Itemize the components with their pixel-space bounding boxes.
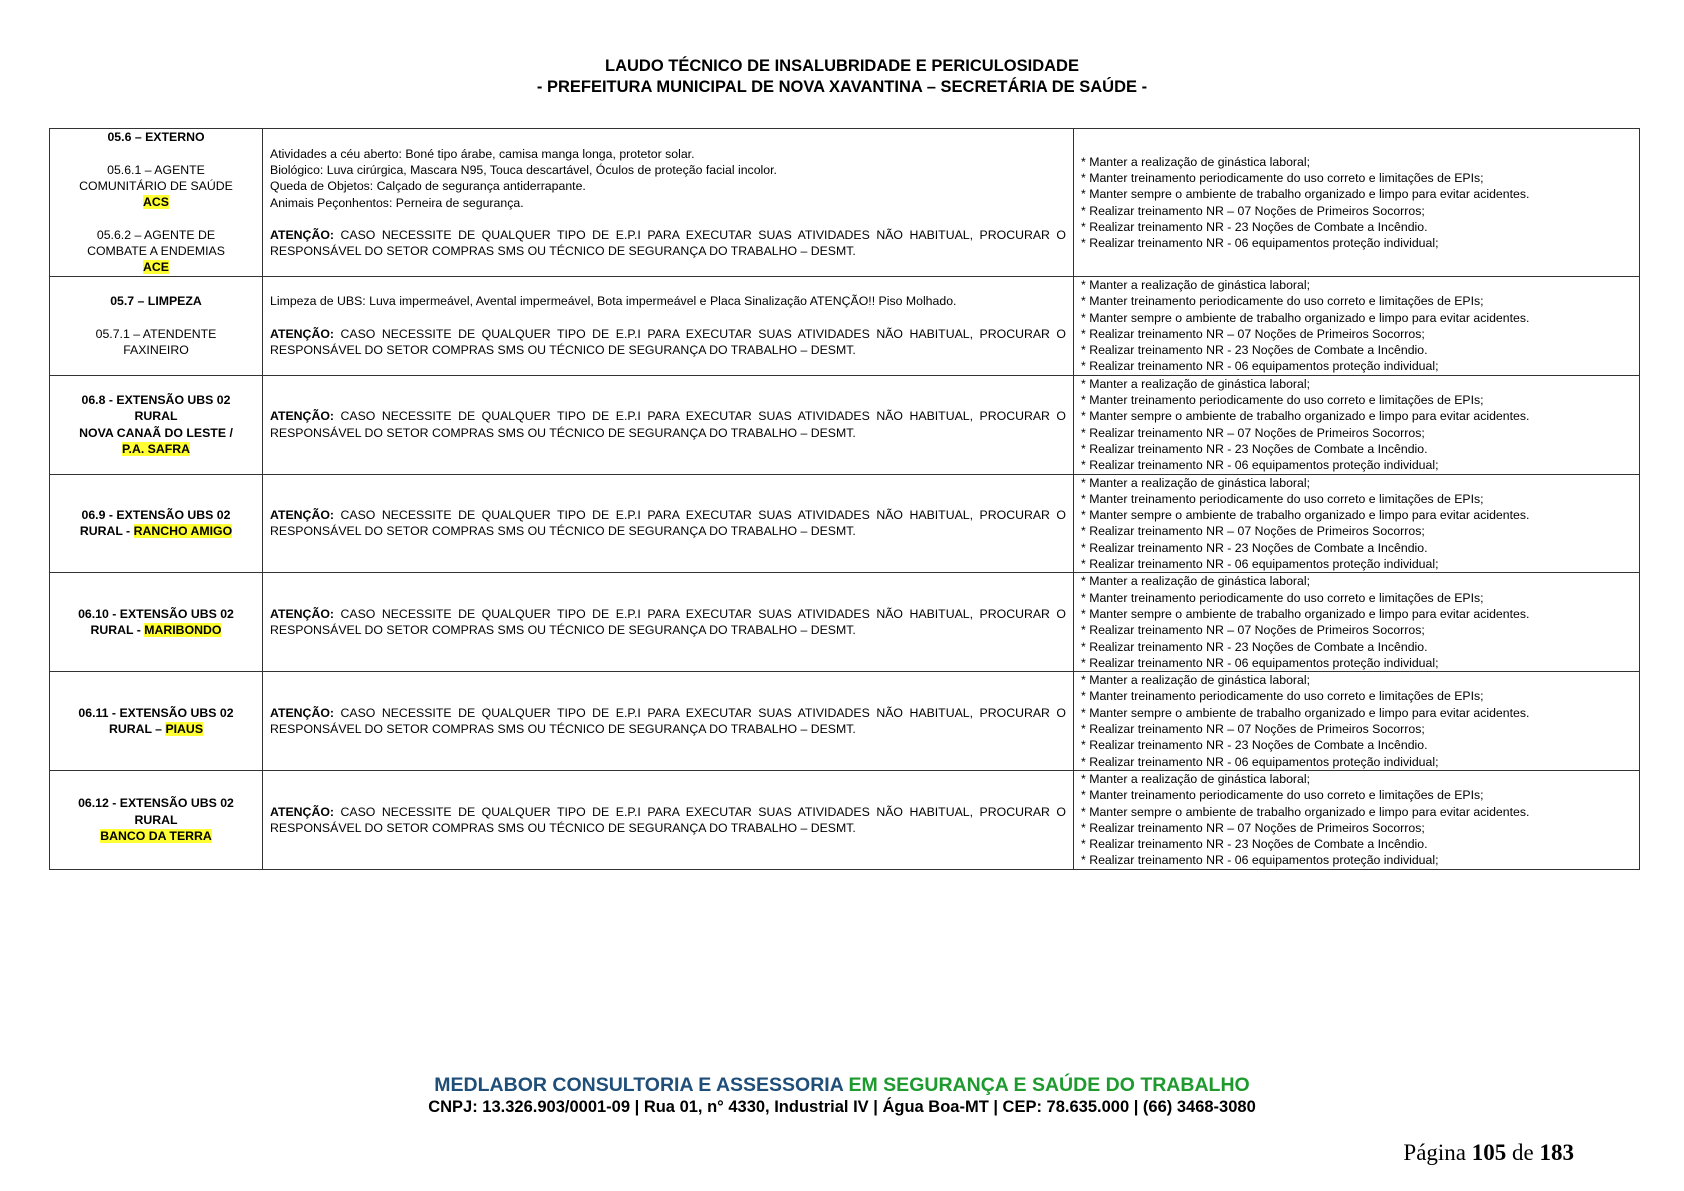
recommendation: * Realizar treinamento NR - 23 Noções de Combate a Incêndio. [1081, 441, 1428, 456]
recommendation: * Realizar treinamento NR - 06 equipamentos proteção individual; [1081, 655, 1439, 670]
recommendations-cell [1074, 375, 1640, 474]
recommendation: * Realizar treinamento NR – 07 Noções de Primeiros Socorros; [1081, 425, 1425, 440]
recommendation: * Manter a realização de ginástica laboral; [1081, 771, 1310, 786]
epi-line: Biológico: Luva cirúrgica, Mascara N95, Touca descartável, Óculos de proteção facial incolor. [270, 162, 777, 177]
recommendation: * Realizar treinamento NR - 23 Noções de Combate a Incêndio. [1081, 219, 1428, 234]
header-subtitle: - PREFEITURA MUNICIPAL DE NOVA XAVANTINA – SECRETÁRIA DE SAÚDE - [536, 78, 1148, 96]
recommendation: * Realizar treinamento NR - 23 Noções de Combate a Incêndio. [1081, 343, 1428, 358]
sector-title: 06.11 - EXTENSÃO UBS 02 [78, 705, 234, 720]
highlighted-role: ACS [143, 195, 169, 210]
attention-label: ATENÇÃO: [270, 705, 334, 720]
attention-note [270, 408, 1066, 441]
epi-line: Limpeza de UBS: Luva impermeável, Avental impermeável, Bota impermeável e Placa Sinalização ATENÇÃO!! Piso Molhado. [270, 294, 957, 309]
role-name: COMBATE A ENDEMIAS [87, 243, 225, 258]
epi-line: Animais Peçonhentos: Perneira de segurança. [270, 195, 524, 210]
recommendation: * Manter treinamento periodicamente do uso correto e limitações de EPIs; [1081, 294, 1484, 309]
sector-title: RURAL [134, 812, 178, 827]
table-row [50, 573, 1640, 672]
attention-text: CASO NECESSITE DE QUALQUER TIPO DE E.P.I PARA EXECUTAR SUAS ATIVIDADES NÃO HABITUAL, PROCURAR O RESPONSÁVEL DO SETOR COMPRAS SMS OU TÉCNICO DE SEGURANÇA DO TRABALHO – DESMT. [270, 804, 1066, 835]
recommendation: * Manter sempre o ambiente de trabalho organizado e limpo para evitar acidentes. [1081, 606, 1530, 621]
epi-cell [263, 573, 1074, 672]
sector-prefix: RURAL – [108, 722, 166, 737]
attention-label: ATENÇÃO: [270, 606, 334, 621]
attention-text: CASO NECESSITE DE QUALQUER TIPO DE E.P.I PARA EXECUTAR SUAS ATIVIDADES NÃO HABITUAL, PROCURAR O RESPONSÁVEL DO SETOR COMPRAS SMS OU TÉCNICO DE SEGURANÇA DO TRABALHO – DESMT. [270, 227, 1066, 259]
sector-title: RURAL [134, 409, 178, 424]
role-name: COMUNITÁRIO DE SAÚDE [79, 179, 233, 194]
recommendations-cell [1074, 770, 1640, 869]
attention-note [270, 507, 1066, 540]
recommendations-cell [1074, 672, 1640, 771]
recommendation: * Realizar treinamento NR – 07 Noções de Primeiros Socorros; [1081, 203, 1425, 218]
recommendation: * Manter a realização de ginástica laboral; [1081, 376, 1310, 391]
highlighted-location: PIAUS [165, 722, 204, 737]
risk-table [49, 128, 1640, 870]
recommendation: * Realizar treinamento NR – 07 Noções de Primeiros Socorros; [1081, 623, 1425, 638]
table-row [50, 474, 1640, 573]
recommendations-cell [1074, 277, 1640, 376]
sector-title: 06.10 - EXTENSÃO UBS 02 [78, 606, 234, 621]
recommendation: * Realizar treinamento NR - 06 equipamentos proteção individual; [1081, 236, 1439, 251]
attention-text: CASO NECESSITE DE QUALQUER TIPO DE E.P.I PARA EXECUTAR SUAS ATIVIDADES NÃO HABITUAL, PROCURAR O RESPONSÁVEL DO SETOR COMPRAS SMS OU TÉCNICO DE SEGURANÇA DO TRABALHO – DESMT. [270, 606, 1066, 638]
recommendation: * Realizar treinamento NR – 07 Noções de Primeiros Socorros; [1081, 524, 1425, 539]
recommendation: * Manter a realização de ginástica laboral; [1081, 154, 1310, 169]
attention-label: ATENÇÃO: [270, 508, 334, 523]
sector-cell [50, 277, 263, 376]
highlighted-location: P.A. SAFRA [121, 441, 191, 456]
attention-text: CASO NECESSITE DE QUALQUER TIPO DE E.P.I PARA EXECUTAR SUAS ATIVIDADES NÃO HABITUAL, PROCURAR O RESPONSÁVEL DO SETOR COMPRAS SMS OU TÉCNICO DE SEGURANÇA DO TRABALHO – DESMT. [270, 508, 1066, 539]
sector-title: 06.12 - EXTENSÃO UBS 02 [78, 796, 234, 811]
recommendation: * Realizar treinamento NR - 06 equipamentos proteção individual; [1081, 754, 1439, 769]
recommendation: * Manter sempre o ambiente de trabalho organizado e limpo para evitar acidentes. [1081, 409, 1530, 424]
role-name: 05.6.1 – AGENTE [107, 162, 205, 177]
recommendation: * Manter sempre o ambiente de trabalho organizado e limpo para evitar acidentes. [1081, 705, 1530, 720]
epi-cell [263, 672, 1074, 771]
highlighted-location: BANCO DA TERRA [100, 828, 212, 843]
recommendation: * Manter sempre o ambiente de trabalho organizado e limpo para evitar acidentes. [1081, 187, 1530, 202]
recommendation: * Manter treinamento periodicamente do uso correto e limitações de EPIs; [1081, 590, 1484, 605]
sector-cell [50, 375, 263, 474]
recommendation: * Realizar treinamento NR - 23 Noções de Combate a Incêndio. [1081, 837, 1428, 852]
recommendation: * Manter treinamento periodicamente do uso correto e limitações de EPIs; [1081, 689, 1484, 704]
attention-text: CASO NECESSITE DE QUALQUER TIPO DE E.P.I PARA EXECUTAR SUAS ATIVIDADES NÃO HABITUAL, PROCURAR O RESPONSÁVEL DO SETOR COMPRAS SMS OU TÉCNICO DE SEGURANÇA DO TRABALHO – DESMT. [270, 705, 1066, 737]
recommendation: * Realizar treinamento NR - 06 equipamentos proteção individual; [1081, 458, 1439, 473]
attention-text: CASO NECESSITE DE QUALQUER TIPO DE E.P.I PARA EXECUTAR SUAS ATIVIDADES NÃO HABITUAL, PROCURAR O RESPONSÁVEL DO SETOR COMPRAS SMS OU TÉCNICO DE SEGURANÇA DO TRABALHO – DESMT. [270, 409, 1066, 440]
recommendation: * Manter treinamento periodicamente do uso correto e limitações de EPIs; [1081, 788, 1484, 803]
sector-cell [50, 672, 263, 771]
recommendation: * Realizar treinamento NR – 07 Noções de Primeiros Socorros; [1081, 820, 1425, 835]
attention-note [270, 227, 1066, 260]
role-name: 05.7.1 – ATENDENTE [95, 326, 217, 341]
recommendation: * Manter treinamento periodicamente do uso correto e limitações de EPIs; [1081, 491, 1484, 506]
recommendation: * Realizar treinamento NR - 23 Noções de Combate a Incêndio. [1081, 738, 1428, 753]
highlighted-location: MARIBONDO [144, 623, 222, 638]
recommendation: * Realizar treinamento NR – 07 Noções de Primeiros Socorros; [1081, 326, 1425, 341]
table-row [50, 375, 1640, 474]
sector-cell [50, 573, 263, 672]
recommendations-cell [1074, 573, 1640, 672]
recommendation: * Manter treinamento periodicamente do uso correto e limitações de EPIs; [1081, 170, 1484, 185]
table-row [50, 277, 1640, 376]
company-name [0, 1074, 1684, 1097]
page-number [1403, 1140, 1574, 1166]
page-total: 183 [1539, 1140, 1574, 1165]
header-title: LAUDO TÉCNICO DE INSALUBRIDADE E PERICULOSIDADE [605, 57, 1079, 75]
recommendation: * Manter a realização de ginástica laboral; [1081, 673, 1310, 688]
attention-note [270, 606, 1066, 639]
sector-cell [50, 129, 263, 277]
sector-prefix: RURAL - [79, 524, 134, 539]
epi-cell [263, 375, 1074, 474]
recommendation: * Manter a realização de ginástica laboral; [1081, 278, 1310, 292]
attention-label: ATENÇÃO: [270, 326, 334, 341]
recommendation: * Realizar treinamento NR - 06 equipamentos proteção individual; [1081, 359, 1439, 374]
epi-line: Queda de Objetos: Calçado de segurança antiderrapante. [270, 179, 586, 194]
recommendation: * Realizar treinamento NR - 06 equipamentos proteção individual; [1081, 557, 1439, 572]
page-label: Página [1403, 1140, 1472, 1165]
company-name-blue: MEDLABOR CONSULTORIA E ASSESSORIA [434, 1074, 844, 1096]
attention-label: ATENÇÃO: [270, 804, 334, 819]
attention-label: ATENÇÃO: [270, 227, 334, 242]
highlighted-role: ACE [143, 260, 169, 275]
sector-cell [50, 770, 263, 869]
table-row [50, 770, 1640, 869]
attention-note [270, 705, 1066, 738]
table-row [50, 672, 1640, 771]
attention-note [270, 804, 1066, 837]
document-header [0, 56, 1684, 98]
sector-title: 06.9 - EXTENSÃO UBS 02 [81, 508, 231, 523]
attention-label: ATENÇÃO: [270, 409, 334, 424]
recommendation: * Manter sempre o ambiente de trabalho organizado e limpo para evitar acidentes. [1081, 310, 1530, 325]
page-of: de [1506, 1140, 1540, 1165]
recommendation: * Manter a realização de ginástica laboral; [1081, 475, 1310, 490]
page-current: 105 [1471, 1140, 1507, 1165]
sector-title: 06.8 - EXTENSÃO UBS 02 [81, 393, 231, 408]
epi-cell [263, 277, 1074, 376]
sector-cell [50, 474, 263, 573]
highlighted-location: RANCHO AMIGO [133, 524, 233, 539]
recommendation: * Realizar treinamento NR - 23 Noções de Combate a Incêndio. [1081, 639, 1428, 654]
attention-note [270, 326, 1066, 359]
recommendation: * Manter treinamento periodicamente do uso correto e limitações de EPIs; [1081, 393, 1484, 408]
recommendation: * Manter a realização de ginástica laboral; [1081, 574, 1310, 589]
recommendation: * Manter sempre o ambiente de trabalho organizado e limpo para evitar acidentes. [1081, 804, 1530, 819]
recommendation: * Realizar treinamento NR – 07 Noções de Primeiros Socorros; [1081, 722, 1425, 737]
epi-line: Atividades a céu aberto: Boné tipo árabe, camisa manga longa, protetor solar. [270, 146, 695, 161]
attention-text: CASO NECESSITE DE QUALQUER TIPO DE E.P.I PARA EXECUTAR SUAS ATIVIDADES NÃO HABITUAL, PROCURAR O RESPONSÁVEL DO SETOR COMPRAS SMS OU TÉCNICO DE SEGURANÇA DO TRABALHO – DESMT. [270, 326, 1066, 358]
epi-cell [263, 129, 1074, 277]
sector-title: NOVA CANAÃ DO LESTE / [79, 425, 233, 440]
sector-title: 05.6 – EXTERNO [107, 130, 205, 145]
recommendations-cell [1074, 474, 1640, 573]
company-contact: CNPJ: 13.326.903/0001-09 | Rua 01, n° 4330, Industrial IV | Água Boa-MT | CEP: 78.635.000 | (66) 3468-3080 [428, 1098, 1256, 1116]
epi-cell [263, 474, 1074, 573]
sector-title: 05.7 – LIMPEZA [110, 294, 202, 309]
recommendation: * Realizar treinamento NR - 23 Noções de Combate a Incêndio. [1081, 540, 1428, 555]
role-name: 05.6.2 – AGENTE DE [96, 227, 216, 242]
role-name: FAXINEIRO [123, 343, 189, 358]
recommendation: * Realizar treinamento NR - 06 equipamentos proteção individual; [1081, 853, 1439, 868]
recommendations-cell [1074, 129, 1640, 277]
company-name-green: EM SEGURANÇA E SAÚDE DO TRABALHO [843, 1074, 1250, 1096]
table-row [50, 129, 1640, 277]
recommendation: * Manter sempre o ambiente de trabalho organizado e limpo para evitar acidentes. [1081, 508, 1530, 523]
sector-prefix: RURAL - [90, 623, 145, 638]
epi-cell [263, 770, 1074, 869]
